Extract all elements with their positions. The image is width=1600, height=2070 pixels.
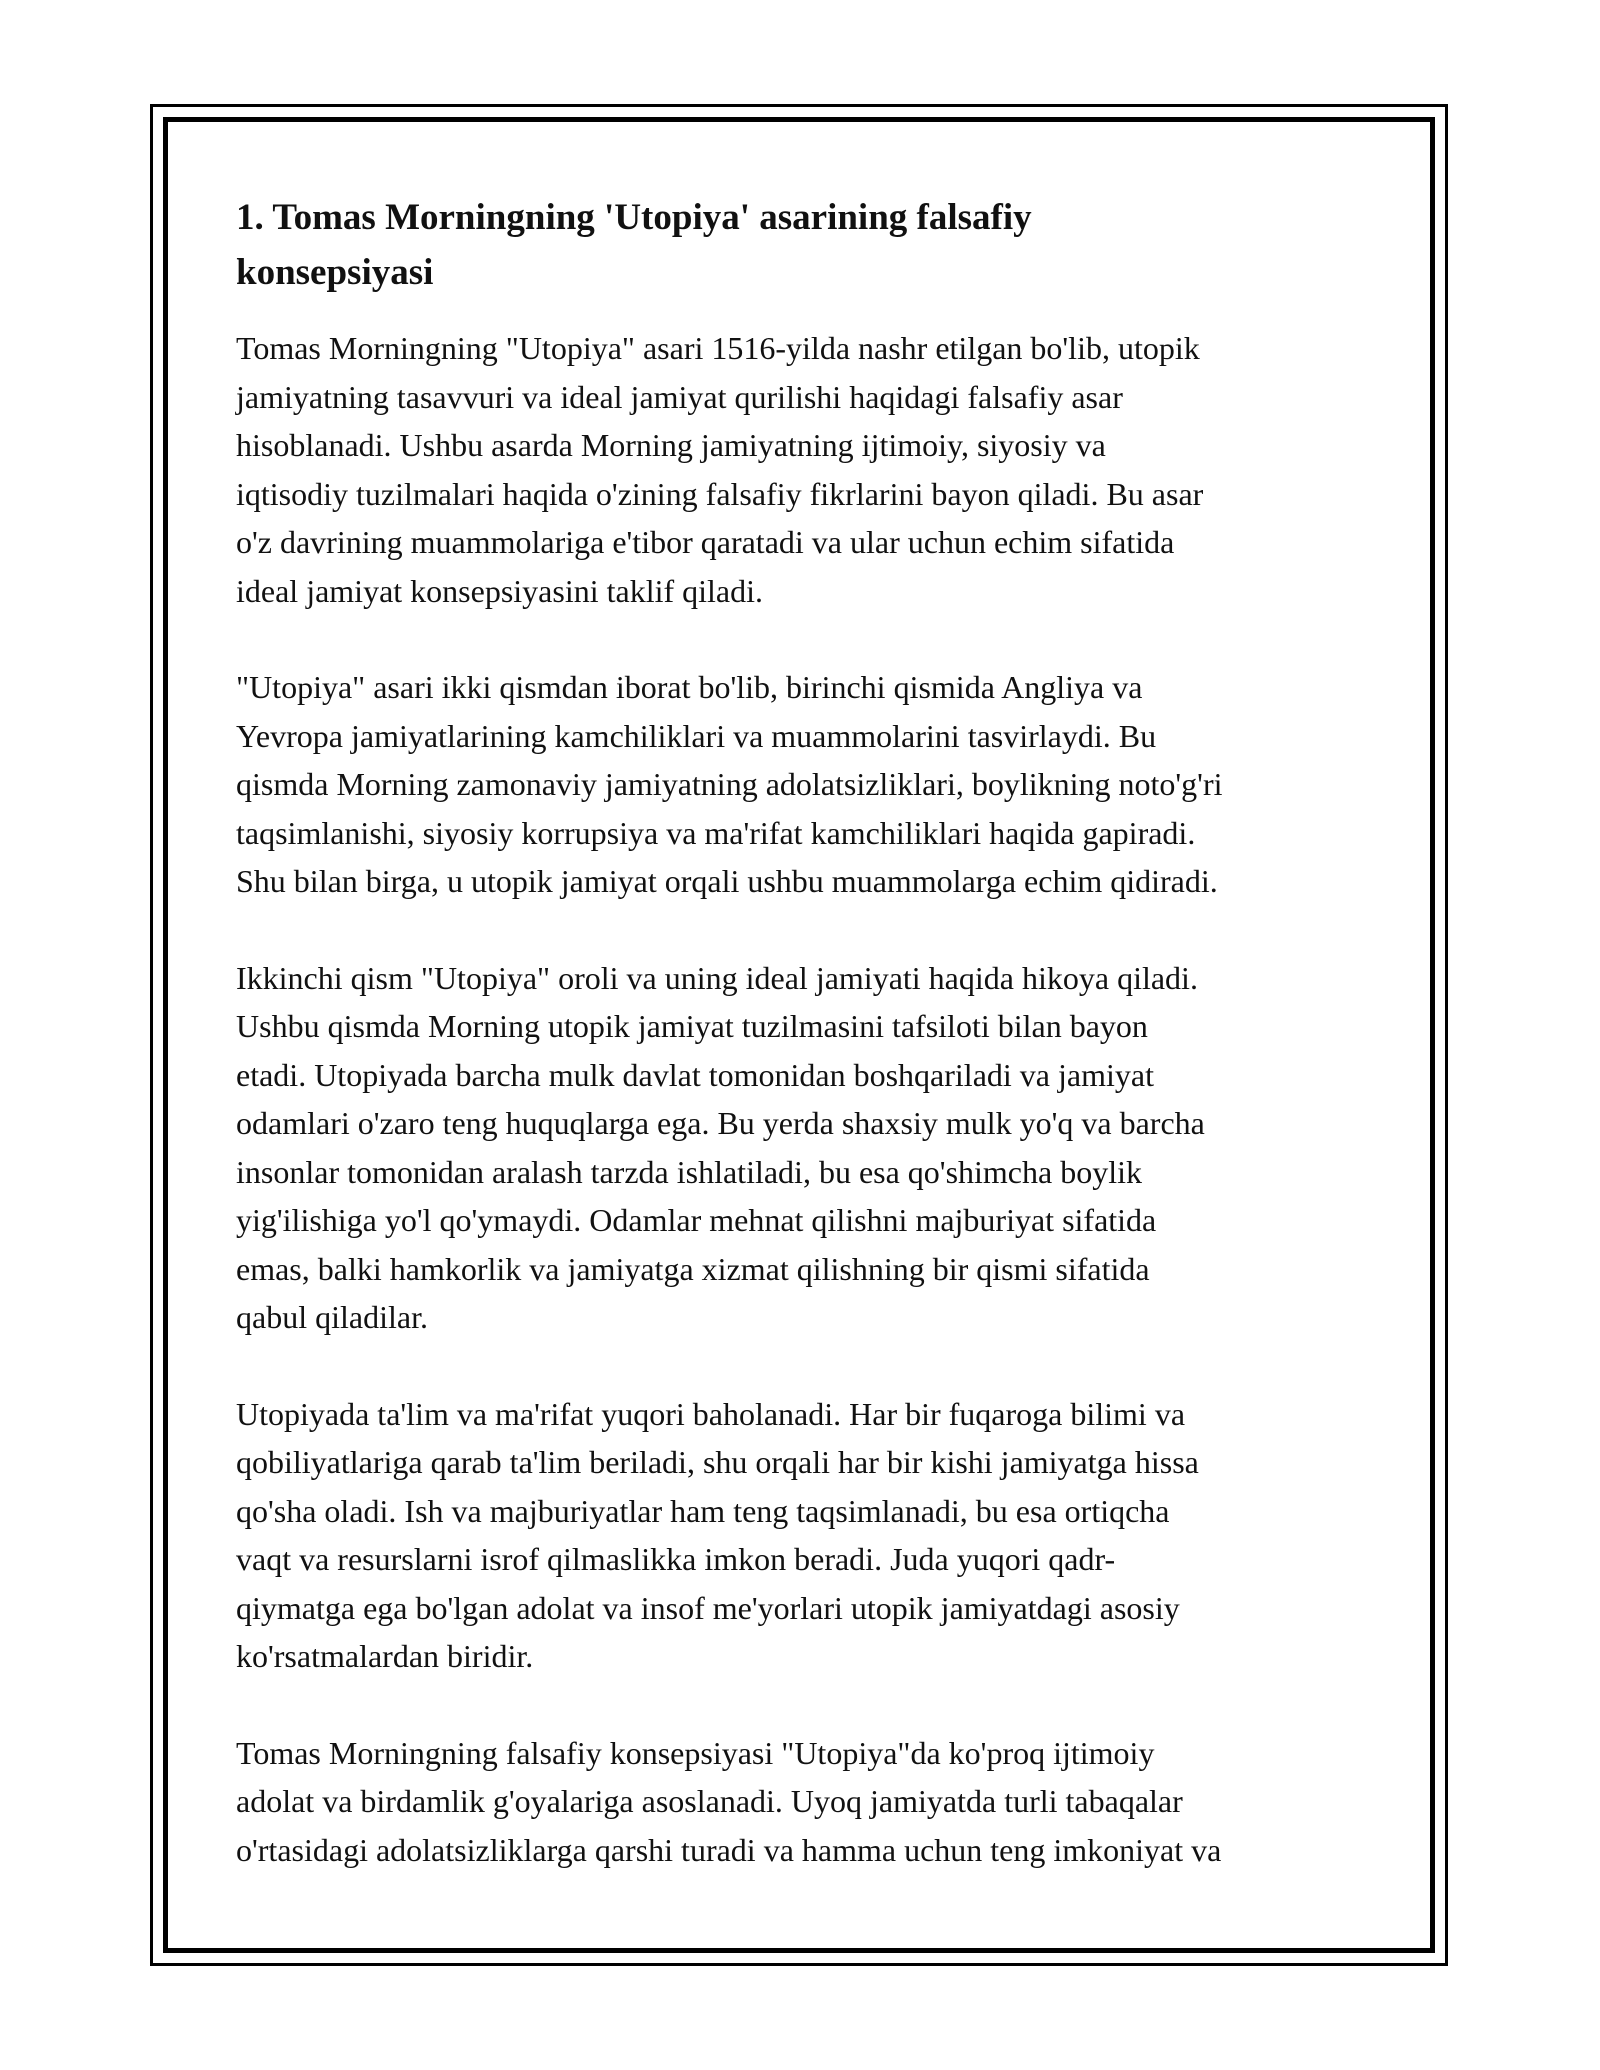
paragraph-line: adolat va birdamlik g'oyalariga asoslanadi. Uyoq jamiyatda turli tabaqalar: [236, 1783, 1183, 1819]
paragraph-line: vaqt va resurslarni isrof qilmaslikka imkon beradi. Juda yuqori qadr-: [236, 1541, 1116, 1577]
body-paragraph: [236, 1390, 1386, 1681]
paragraph-line: Tomas Morningning "Utopiya" asari 1516-yilda nashr etilgan bo'lib, utopik: [236, 330, 1200, 366]
paragraph-line: qiymatga ega bo'lgan adolat va insof me'yorlari utopik jamiyatdagi asosiy: [236, 1589, 1180, 1626]
paragraph-line: ideal jamiyat konsepsiyasini taklif qiladi.: [236, 572, 763, 609]
document-body: [236, 190, 1386, 1922]
heading-line: 1. Tomas Morningning 'Utopiya' asarining falsafiy: [236, 197, 1032, 238]
body-paragraph: [236, 1729, 1386, 1875]
paragraph-line: Ikkinchi qism "Utopiya" oroli va uning ideal jamiyati haqida hikoya qiladi.: [236, 959, 1198, 996]
paragraph-line: "Utopiya" asari ikki qismdan iborat bo'lib, birinchi qismida Angliya va: [236, 669, 1143, 705]
paragraph-line: o'z davrining muammolariga e'tibor qaratadi va ular uchun echim sifatida: [236, 524, 1175, 560]
paragraph-line: qismda Morning zamonaviy jamiyatning adolatsizliklari, boylikning noto'g'ri: [236, 766, 1223, 802]
paragraph-line: Ushbu qismda Morning utopik jamiyat tuzilmasini tafsiloti bilan bayon: [236, 1008, 1148, 1044]
paragraph-line: odamlari o'zaro teng huquqlarga ega. Bu yerda shaxsiy mulk yo'q va barcha: [236, 1105, 1205, 1141]
paragraph-line: o'rtasidagi adolatsizliklarga qarshi turadi va hamma uchun teng imkoniyat va: [236, 1831, 1222, 1868]
body-paragraph: [236, 324, 1386, 615]
paragraph-line: qo'sha oladi. Ish va majburiyatlar ham teng taqsimlanadi, bu esa ortiqcha: [236, 1492, 1170, 1529]
paragraph-line: qobiliyatlariga qarab ta'lim beriladi, shu orqali har bir kishi jamiyatga hissa: [236, 1444, 1199, 1480]
body-paragraph: [236, 954, 1386, 1342]
paragraph-line: taqsimlanishi, siyosiy korrupsiya va ma'rifat kamchiliklari haqida gapiradi.: [236, 814, 1196, 851]
paragraph-line: Yevropa jamiyatlarining kamchiliklari va muammolarini tasvirlaydi. Bu: [236, 717, 1157, 754]
section-heading: [236, 190, 1236, 300]
paragraph-list: [236, 324, 1386, 1874]
paragraph-line: Tomas Morningning falsafiy konsepsiyasi "Utopiya"da ko'proq ijtimoiy: [236, 1734, 1155, 1771]
paragraph-line: hisoblanadi. Ushbu asarda Morning jamiyatning ijtimoiy, siyosiy va: [236, 427, 1106, 463]
paragraph-line: qabul qiladilar.: [236, 1299, 428, 1335]
paragraph-line: etadi. Utopiyada barcha mulk davlat tomonidan boshqariladi va jamiyat: [236, 1056, 1154, 1093]
paragraph-line: iqtisodiy tuzilmalari haqida o'zining falsafiy fikrlarini bayon qiladi. Bu asar: [236, 475, 1204, 512]
paragraph-line: jamiyatning tasavvuri va ideal jamiyat qurilishi haqidagi falsafiy asar: [236, 378, 1123, 415]
heading-line: konsepsiyasi: [236, 252, 434, 293]
paragraph-line: ko'rsatmalardan biridir.: [236, 1638, 534, 1674]
paragraph-line: Shu bilan birga, u utopik jamiyat orqali ushbu muammolarga echim qidiradi.: [236, 863, 1218, 899]
paragraph-line: yig'ilishiga yo'l qo'ymaydi. Odamlar mehnat qilishni majburiyat sifatida: [236, 1202, 1157, 1238]
body-paragraph: [236, 663, 1386, 906]
paragraph-line: insonlar tomonidan aralash tarzda ishlatiladi, bu esa qo'shimcha boylik: [236, 1153, 1142, 1190]
paragraph-line: emas, balki hamkorlik va jamiyatga xizmat qilishning bir qismi sifatida: [236, 1250, 1150, 1287]
paragraph-line: Utopiyada ta'lim va ma'rifat yuqori baholanadi. Har bir fuqaroga bilimi va: [236, 1395, 1186, 1432]
